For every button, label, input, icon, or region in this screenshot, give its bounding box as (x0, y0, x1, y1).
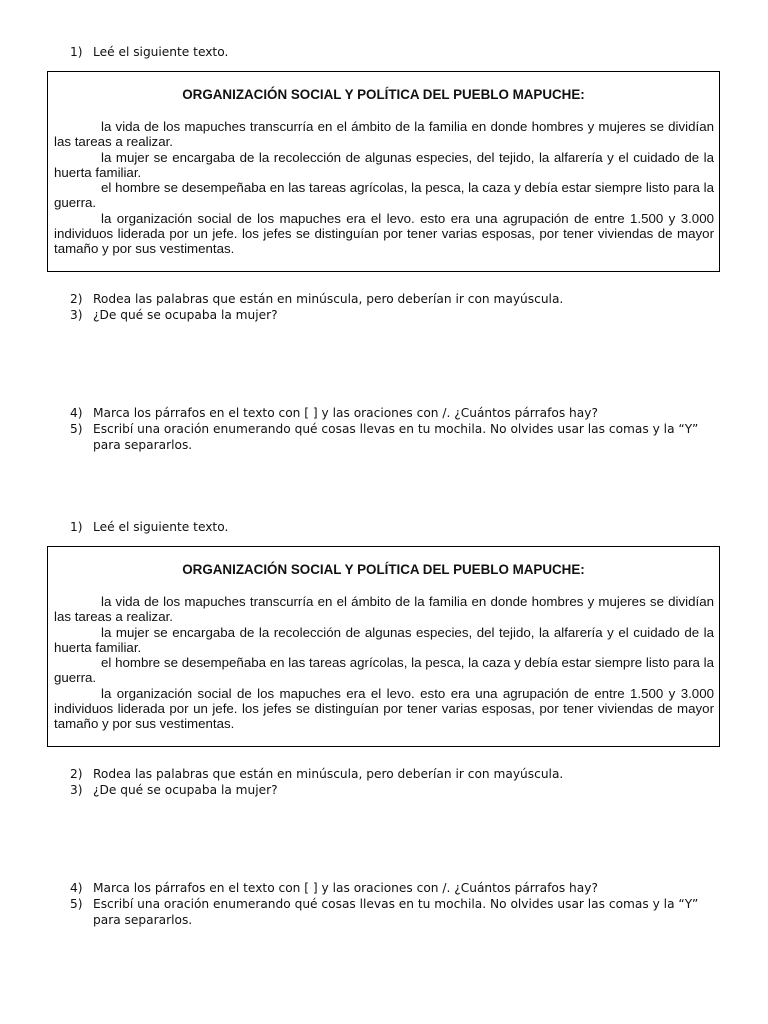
question-number: 2) (70, 292, 83, 306)
question-2 (70, 291, 710, 307)
question-3 (70, 782, 710, 798)
reading-paragraph-1: la vida de los mapuches transcurría en el ámbito de la familia en donde hombres y mujeres se dividían las tareas a realizar. (54, 119, 714, 150)
reading-paragraph-3: el hombre se desempeñaba en las tareas agrícolas, la pesca, la caza y debía estar siempre listo para la guerra. (54, 655, 714, 686)
reading-paragraph-2: la mujer se encargaba de la recolección de algunas especies, del tejido, la alfarería y el cuidado de la huerta familiar. (54, 149, 714, 180)
question-number: 4) (70, 406, 83, 420)
question-number: 5) (70, 422, 83, 436)
instruction-number: 1) (70, 45, 83, 59)
question-text: ¿De qué se ocupaba la mujer? (93, 308, 278, 322)
reading-title: ORGANIZACIÓN SOCIAL Y POLÍTICA DEL PUEBLO MAPUCHE: (182, 87, 585, 102)
question-number: 3) (70, 308, 83, 322)
instruction-number: 1) (70, 520, 83, 534)
reading-paragraph-4: la organización social de los mapuches era el levo. esto era una agrupación de entre 1.500 y 3.000 individuos liderada por un jefe. los jefes se distinguían por tener varias esposas, por tener viviendas de mayor tamaño y por sus vestimentas. (54, 685, 714, 732)
question-2 (70, 766, 710, 782)
worksheet-copy-2 (0, 475, 768, 950)
reading-paragraph-4: la organización social de los mapuches era el levo. esto era una agrupación de entre 1.500 y 3.000 individuos liderada por un jefe. los jefes se distinguían por tener varias esposas, por tener viviendas de mayor tamaño y por sus vestimentas. (54, 210, 714, 257)
instruction-1 (70, 519, 710, 535)
question-3 (70, 307, 710, 323)
worksheet-copy-1 (0, 0, 768, 475)
question-text: Rodea las palabras que están en minúscula, pero deberían ir con mayúscula. (93, 767, 564, 781)
reading-paragraph-2: la mujer se encargaba de la recolección de algunas especies, del tejido, la alfarería y el cuidado de la huerta familiar. (54, 624, 714, 655)
reading-title: ORGANIZACIÓN SOCIAL Y POLÍTICA DEL PUEBLO MAPUCHE: (182, 562, 585, 577)
reading-text-box (47, 71, 720, 272)
instruction-1 (70, 44, 710, 60)
question-number: 2) (70, 767, 83, 781)
reading-body (54, 594, 714, 732)
reading-body (54, 119, 714, 257)
question-5 (70, 896, 710, 928)
question-4 (70, 405, 710, 421)
question-number: 3) (70, 783, 83, 797)
question-5 (70, 421, 710, 453)
question-4 (70, 880, 710, 896)
question-text: Rodea las palabras que están en minúscula, pero deberían ir con mayúscula. (93, 292, 564, 306)
question-number: 5) (70, 897, 83, 911)
question-text: Escribí una oración enumerando qué cosas llevas en tu mochila. No olvides usar las comas y la “Y” para separarlos. (93, 422, 699, 452)
question-number: 4) (70, 881, 83, 895)
reading-paragraph-3: el hombre se desempeñaba en las tareas agrícolas, la pesca, la caza y debía estar siempre listo para la guerra. (54, 180, 714, 211)
instruction-text: Leé el siguiente texto. (93, 520, 229, 534)
question-text: Marca los párrafos en el texto con [ ] y las oraciones con /. ¿Cuántos párrafos hay? (93, 881, 598, 895)
question-text: Marca los párrafos en el texto con [ ] y las oraciones con /. ¿Cuántos párrafos hay? (93, 406, 598, 420)
question-text: Escribí una oración enumerando qué cosas llevas en tu mochila. No olvides usar las comas y la “Y” para separarlos. (93, 897, 699, 927)
reading-text-box (47, 546, 720, 747)
instruction-text: Leé el siguiente texto. (93, 45, 229, 59)
reading-paragraph-1: la vida de los mapuches transcurría en el ámbito de la familia en donde hombres y mujeres se dividían las tareas a realizar. (54, 594, 714, 625)
question-text: ¿De qué se ocupaba la mujer? (93, 783, 278, 797)
